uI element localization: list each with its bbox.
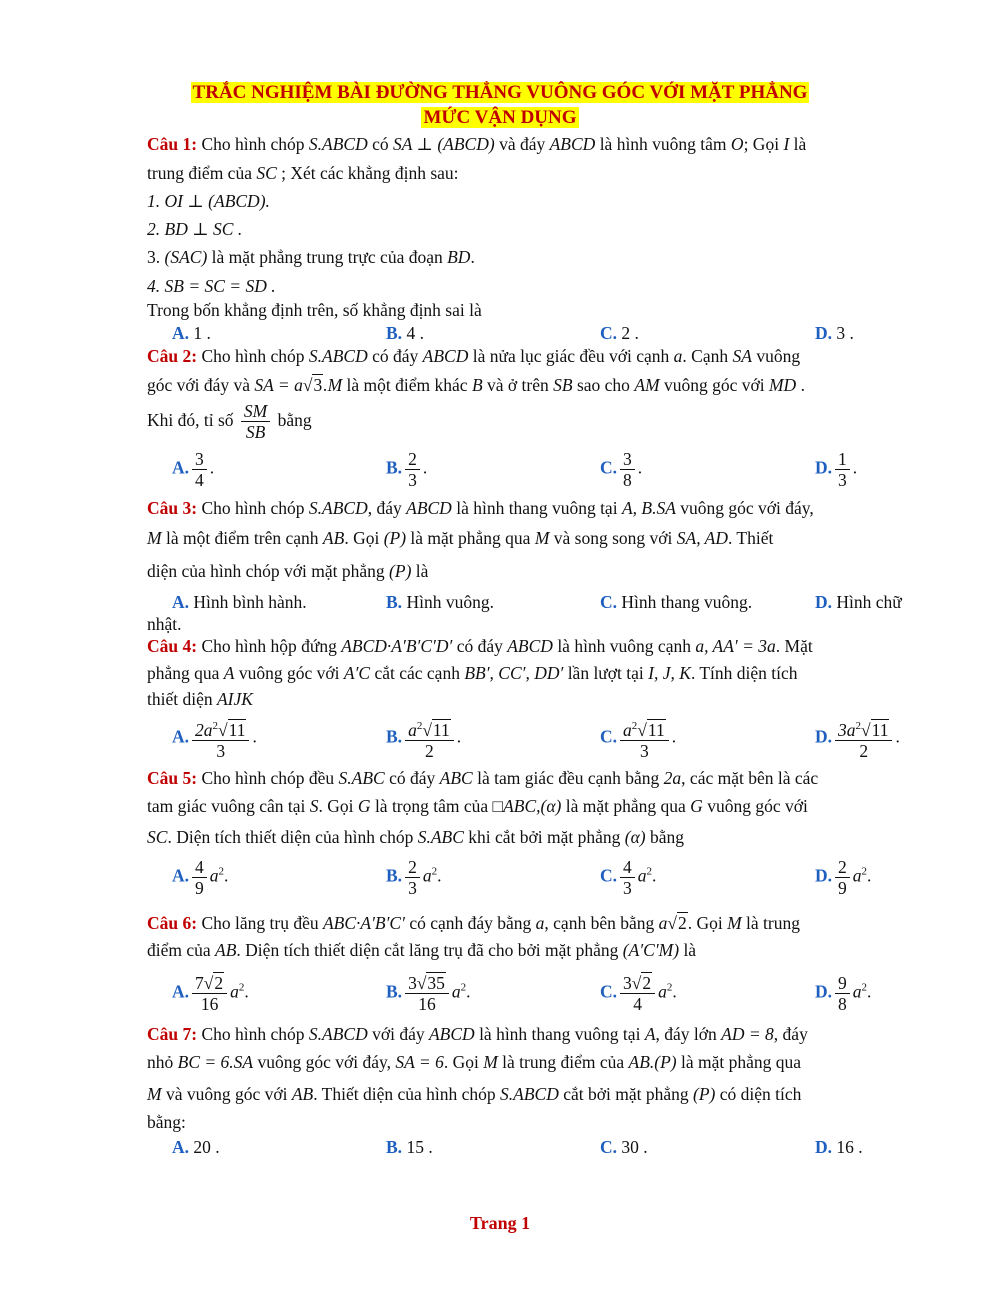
q1-question: Trong bốn khẳng định trên, số khẳng định sai là bbox=[147, 300, 482, 320]
q2-line2: góc với đáy và SA = a√3.M là một điểm khác B và ở trên SB sao cho AM vuông góc với MD . bbox=[147, 375, 805, 395]
q4-option-c[interactable]: C. $\frac{a^2√11}{3}$ . bbox=[600, 716, 676, 761]
page-number: Trang 1 bbox=[469, 1213, 531, 1233]
q4-option-d[interactable]: D. $\frac{3a^2√11}{2}$ . bbox=[815, 716, 900, 761]
q3-line3: diện của hình chóp với mặt phẳng (P) là bbox=[147, 561, 429, 581]
q1-statement-3: 3. (SAC) là mặt phẳng trung trực của đoạn BD. bbox=[147, 247, 475, 267]
q5-option-a[interactable]: A. $\frac{4}{9}$ $a^2$. bbox=[172, 857, 229, 898]
q3-option-a[interactable]: A. Hình bình hành. bbox=[172, 592, 307, 612]
document-subtitle: MỨC VẬN DỤNG bbox=[423, 107, 577, 128]
q4-line2: phẳng qua A vuông góc với A′C cắt các cạnh BB′, CC′, DD′ lần lượt tại I, J, K. Tính diện tích bbox=[147, 663, 798, 683]
q5-line2: tam giác vuông cân tại S. Gọi G là trọng tâm của □ABC,(α) là mặt phẳng qua G vuông góc với bbox=[147, 796, 808, 816]
q6-option-d[interactable]: D. $\frac{9}{8}$ $a^2$. bbox=[815, 973, 872, 1014]
q3-option-d[interactable]: D. Hình chữ bbox=[815, 592, 902, 612]
q6-option-b[interactable]: B. $\frac{3√35}{16}$ $a^2$. bbox=[386, 973, 471, 1014]
q3-option-c[interactable]: C. Hình thang vuông. bbox=[600, 592, 753, 612]
q6-option-c[interactable]: C. $\frac{3√2}{4}$ $a^2$. bbox=[600, 973, 677, 1014]
q2-option-b[interactable]: B. $\frac{2}{3}$ . bbox=[386, 449, 428, 490]
q1-option-d[interactable]: D. 3 . bbox=[815, 323, 854, 343]
q1-line2: trung điểm của SC ; Xét các khẳng định sau: bbox=[147, 163, 459, 183]
q7-option-b[interactable]: B. 15 . bbox=[386, 1137, 433, 1157]
q2-line1: Câu 2: Cho hình chóp S.ABCD có đáy ABCD là nửa lục giác đều với cạnh a. Cạnh SA vuông bbox=[147, 346, 801, 366]
q4-option-a[interactable]: A. $\frac{2a^2√11}{3}$ . bbox=[172, 716, 257, 761]
q1-line1: Câu 1: Cho hình chóp S.ABCD có SA ⊥ (ABCD) và đáy ABCD là hình vuông tâm O; Gọi I là bbox=[147, 134, 807, 154]
q1-statement-1: 1. OI ⊥ (ABCD). bbox=[147, 191, 270, 211]
q5-line1: Câu 5: Cho hình chóp đều S.ABC có đáy ABC là tam giác đều cạnh bằng 2a, các mặt bên là các bbox=[147, 768, 819, 788]
q1-option-c[interactable]: C. 2 . bbox=[600, 323, 639, 343]
q4-line1: Câu 4: Cho hình hộp đứng ABCD·A′B′C′D′ có đáy ABCD là hình vuông cạnh a, AA′ = 3a. Mặt bbox=[147, 636, 813, 656]
q4-option-b[interactable]: B. $\frac{a^2√11}{2}$ . bbox=[386, 716, 461, 761]
q6-option-a[interactable]: A. $\frac{7√2}{16}$ $a^2$. bbox=[172, 973, 249, 1014]
q6-line1: Câu 6: Cho lăng trụ đều ABC·A′B′C′ có cạnh đáy bằng a, cạnh bên bằng a√2. Gọi M là trung bbox=[147, 913, 800, 933]
q7-line4: bằng: bbox=[147, 1112, 186, 1132]
q7-line3: M và vuông góc với AB. Thiết diện của hình chóp S.ABCD cắt bởi mặt phẳng (P) có diện tích bbox=[147, 1084, 802, 1104]
q7-option-a[interactable]: A. 20 . bbox=[172, 1137, 220, 1157]
q4-line3: thiết diện AIJK bbox=[147, 689, 253, 709]
q1-statement-2: 2. BD ⊥ SC . bbox=[147, 219, 243, 239]
q5-option-b[interactable]: B. $\frac{2}{3}$ $a^2$. bbox=[386, 857, 442, 898]
q3-option-b[interactable]: B. Hình vuông. bbox=[386, 592, 494, 612]
q1-option-a[interactable]: A. 1 . bbox=[172, 323, 211, 343]
q1-option-b[interactable]: B. 4 . bbox=[386, 323, 424, 343]
q5-line3: SC. Diện tích thiết diện của hình chóp S.ABC khi cắt bởi mặt phẳng (α) bằng bbox=[147, 827, 685, 847]
q6-line2: điểm của AB. Diện tích thiết diện cắt lăng trụ đã cho bởi mặt phẳng (A′C′M) là bbox=[147, 940, 697, 960]
q7-line1: Câu 7: Cho hình chóp S.ABCD với đáy ABCD là hình thang vuông tại A, đáy lớn AD = 8, đáy bbox=[147, 1024, 808, 1044]
q3-line1: Câu 3: Cho hình chóp S.ABCD, đáy ABCD là hình thang vuông tại A, B.SA vuông góc với đáy, bbox=[147, 498, 814, 518]
q7-line2: nhỏ BC = 6.SA vuông góc với đáy, SA = 6. Gọi M là trung điểm của AB.(P) là mặt phẳng qua bbox=[147, 1052, 802, 1072]
q2-line3: Khi đó, tỉ số $\frac{SM}{SB}$ bằng bbox=[147, 401, 312, 443]
q7-option-c[interactable]: C. 30 . bbox=[600, 1137, 648, 1157]
q5-option-c[interactable]: C. $\frac{4}{3}$ $a^2$. bbox=[600, 857, 657, 898]
q2-option-a[interactable]: A. $\frac{3}{4}$ . bbox=[172, 449, 215, 490]
q5-option-d[interactable]: D. $\frac{2}{9}$ $a^2$. bbox=[815, 857, 872, 898]
q7-option-d[interactable]: D. 16 . bbox=[815, 1137, 863, 1157]
q2-option-d[interactable]: D. $\frac{1}{3}$ . bbox=[815, 449, 858, 490]
q1-statement-4: 4. SB = SC = SD . bbox=[147, 276, 276, 296]
q2-option-c[interactable]: C. $\frac{3}{8}$ . bbox=[600, 449, 643, 490]
q3-line2: M là một điểm trên cạnh AB. Gọi (P) là mặt phẳng qua M và song song với SA, AD. Thiết bbox=[147, 528, 774, 548]
q3-option-d-continued: nhật. bbox=[147, 614, 182, 634]
document-title: TRẮC NGHIỆM BÀI ĐƯỜNG THẲNG VUÔNG GÓC VỚI MẶT PHẲNG bbox=[192, 82, 808, 103]
